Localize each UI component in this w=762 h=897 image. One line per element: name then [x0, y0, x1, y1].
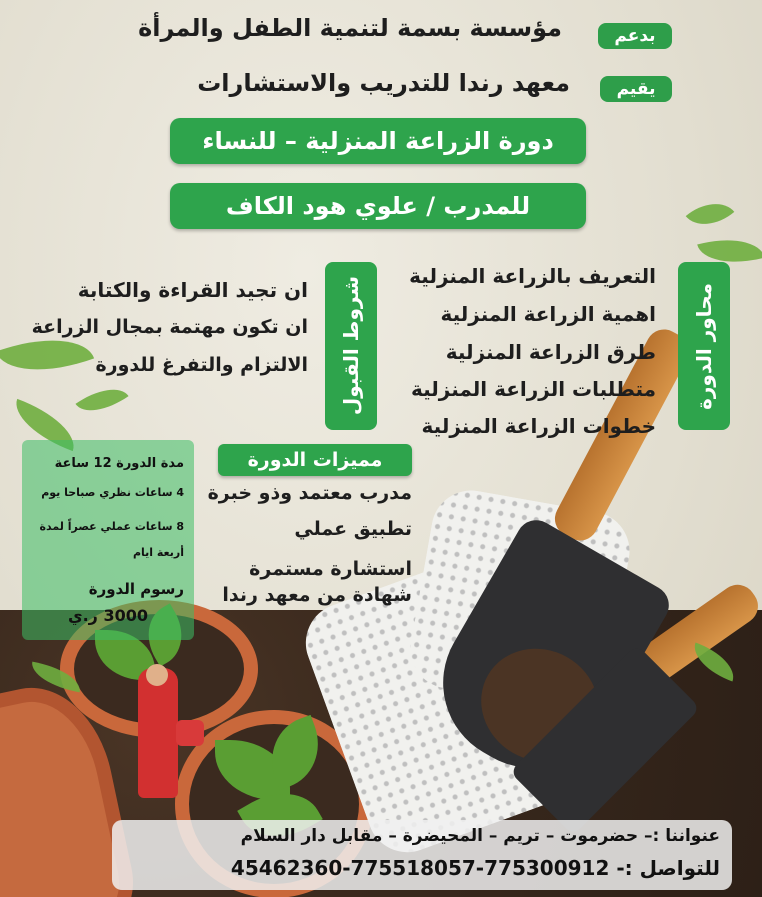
- host-badge: يقيم: [600, 76, 672, 102]
- address-text: عنواننا :– حضرموت – تريم – المحيضرة – مقابل دار السلام: [240, 826, 720, 846]
- watering-can-illustration: [176, 720, 204, 746]
- phone-numbers: للتواصل :- 775300912-775518057-45462360: [230, 856, 720, 880]
- condition-item: ان تجيد القراءة والكتابة: [77, 278, 308, 302]
- axes-item: التعريف بالزراعة المنزلية: [409, 264, 656, 288]
- course-title: دورة الزراعة المنزلية – للنساء: [170, 118, 586, 164]
- axes-item: اهمية الزراعة المنزلية: [440, 302, 656, 326]
- practice-hours: 8 ساعات عملي عصراً لمدة: [39, 520, 184, 533]
- trainer-name: للمدرب / علوي هود الكاف: [170, 183, 586, 229]
- support-badge: بدعم: [598, 23, 672, 49]
- course-duration: مدة الدورة 12 ساعة: [54, 456, 184, 471]
- host-organization: معهد رندا للتدريب والاستشارات: [197, 69, 570, 97]
- course-features-label: مميزات الدورة: [218, 444, 412, 476]
- gardener-figure-illustration: [138, 668, 178, 798]
- condition-item: الالتزام والتفرغ للدورة: [95, 354, 308, 376]
- condition-item: ان تكون مهتمة بمجال الزراعة: [31, 316, 308, 338]
- fee-value: 3000 ر.ي: [67, 606, 148, 625]
- axes-item: متطلبات الزراعة المنزلية: [410, 377, 656, 401]
- fee-label: رسوم الدورة: [88, 580, 184, 598]
- theory-hours: 4 ساعات نظري صباحا يوم: [41, 486, 184, 499]
- schedule-panel: [22, 440, 194, 640]
- axes-item: طرق الزراعة المنزلية: [445, 340, 656, 364]
- acceptance-conditions-label: شروط القبول: [325, 262, 377, 430]
- axes-item: خطوات الزراعة المنزلية: [421, 414, 656, 438]
- feature-item: استشارة مستمرة: [249, 558, 412, 580]
- feature-item: شهادة من معهد رندا: [222, 584, 412, 606]
- feature-item: تطبيق عملي: [294, 518, 412, 540]
- course-axes-label: محاور الدورة: [678, 262, 730, 430]
- contact-footer: [112, 820, 732, 890]
- gardener-head-illustration: [146, 664, 168, 686]
- feature-item: مدرب معتمد وذو خبرة: [207, 482, 412, 504]
- practice-days: أربعة ايام: [132, 546, 184, 559]
- support-organization: مؤسسة بسمة لتنمية الطفل والمرأة: [138, 14, 562, 42]
- leaf-icon: [75, 376, 128, 423]
- leaf-icon: [686, 190, 735, 237]
